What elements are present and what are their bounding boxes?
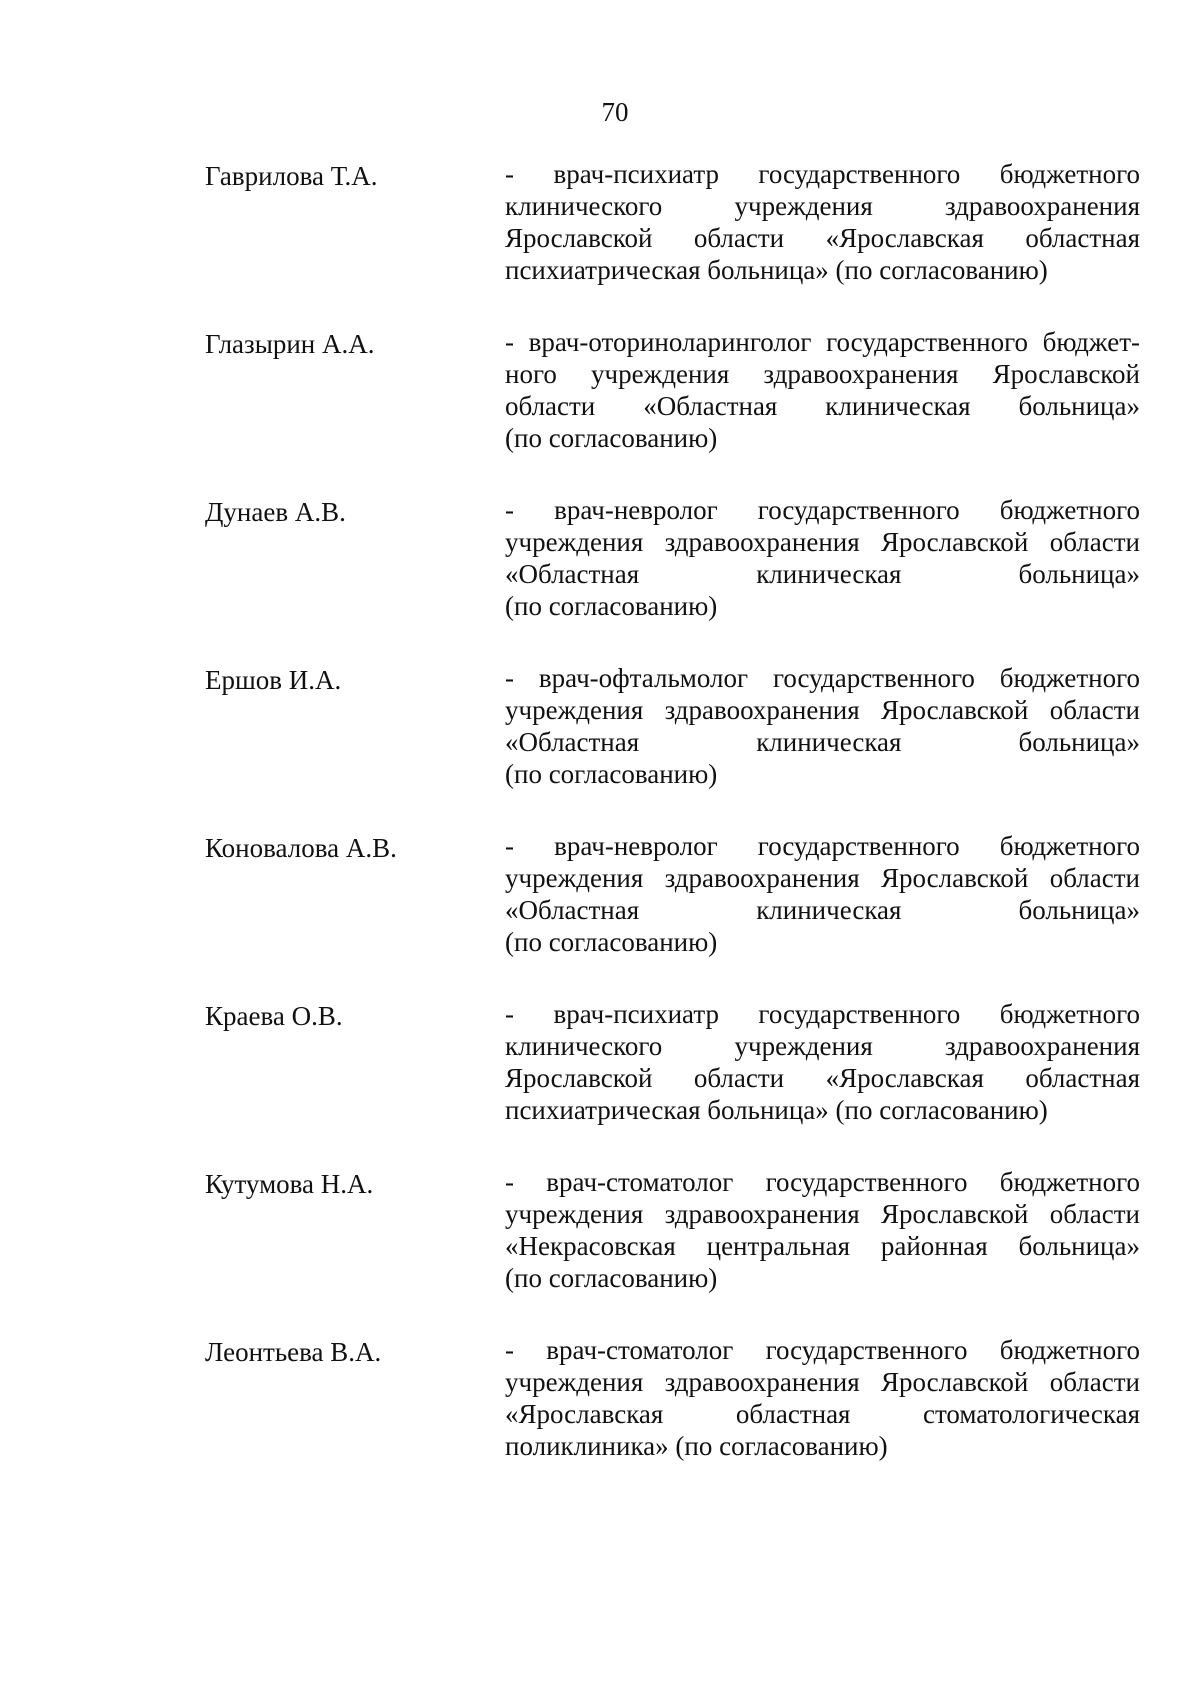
description-line: (по согласованию) [505, 759, 718, 789]
description-line: - врач-невролог государственного бюджетного [505, 831, 1140, 861]
person-name: Леонтьева В.А. [205, 1337, 382, 1367]
entries-list [205, 158, 1145, 1462]
list-item [205, 1166, 1145, 1294]
description-line: «Областная клиническая больница» [505, 895, 1140, 925]
list-item [205, 494, 1145, 622]
position-description [505, 326, 1140, 454]
entry-gap [205, 958, 1145, 998]
list-item [205, 1334, 1145, 1462]
description-line: Ярославской области «Ярославская областная [505, 223, 1140, 253]
description-line: «Областная клиническая больница» [505, 559, 1140, 589]
description-line: учреждения здравоохранения Ярославской области [505, 863, 1140, 893]
position-description [505, 1166, 1140, 1294]
description-line: (по согласованию) [505, 927, 718, 957]
entry-gap [205, 790, 1145, 830]
entry-gap [205, 1126, 1145, 1166]
list-item [205, 662, 1145, 790]
description-line: учреждения здравоохранения Ярославской области [505, 527, 1140, 557]
person-name: Коновалова А.В. [205, 833, 397, 863]
list-item [205, 158, 1145, 286]
description-line: «Областная клиническая больница» [505, 727, 1140, 757]
entry-gap [205, 454, 1145, 494]
position-description [505, 662, 1140, 790]
person-name: Ершов И.А. [205, 665, 342, 695]
person-name: Краева О.В. [205, 1001, 343, 1031]
person-name: Кутумова Н.А. [205, 1169, 374, 1199]
description-line: - врач-оториноларинголог государственного бюджет- [505, 327, 1140, 357]
position-description [505, 998, 1140, 1126]
person-name: Глазырин А.А. [205, 329, 375, 359]
description-line: клинического учреждения здравоохранения [505, 191, 1140, 221]
description-line: - врач-психиатр государственного бюджетного [505, 159, 1140, 189]
list-item [205, 326, 1145, 454]
description-line: ного учреждения здравоохранения Ярославской [505, 359, 1140, 389]
description-line: Ярославской области «Ярославская областная [505, 1063, 1140, 1093]
description-line: клинического учреждения здравоохранения [505, 1031, 1140, 1061]
description-line: - врач-офтальмолог государственного бюджетного [505, 663, 1140, 693]
person-name: Гаврилова Т.А. [205, 161, 378, 191]
position-description [505, 494, 1140, 622]
description-line: психиатрическая больница» (по согласованию) [505, 255, 1048, 285]
description-line: психиатрическая больница» (по согласованию) [505, 1095, 1048, 1125]
position-description [505, 830, 1140, 958]
description-line: учреждения здравоохранения Ярославской области [505, 695, 1140, 725]
list-item [205, 830, 1145, 958]
description-line: - врач-стоматолог государственного бюджетного [505, 1335, 1140, 1365]
position-description [505, 158, 1140, 286]
entry-gap [205, 1294, 1145, 1334]
description-line: - врач-психиатр государственного бюджетного [505, 999, 1140, 1029]
description-line: области «Областная клиническая больница» [505, 391, 1140, 421]
position-description [505, 1334, 1140, 1462]
entry-gap [205, 622, 1145, 662]
description-line: учреждения здравоохранения Ярославской области [505, 1199, 1140, 1229]
person-name: Дунаев А.В. [205, 497, 346, 527]
description-line: (по согласованию) [505, 591, 718, 621]
list-item [205, 998, 1145, 1126]
description-line: «Некрасовская центральная районная больница» [505, 1231, 1140, 1261]
description-line: поликлиника» (по согласованию) [505, 1431, 888, 1461]
description-line: учреждения здравоохранения Ярославской области [505, 1367, 1140, 1397]
entry-gap [205, 286, 1145, 326]
description-line: «Ярославская областная стоматологическая [505, 1399, 1140, 1429]
description-line: (по согласованию) [505, 1263, 718, 1293]
description-line: - врач-невролог государственного бюджетного [505, 495, 1140, 525]
description-line: - врач-стоматолог государственного бюджетного [505, 1167, 1140, 1197]
description-line: (по согласованию) [505, 423, 718, 453]
page-number: 70 [601, 97, 629, 127]
